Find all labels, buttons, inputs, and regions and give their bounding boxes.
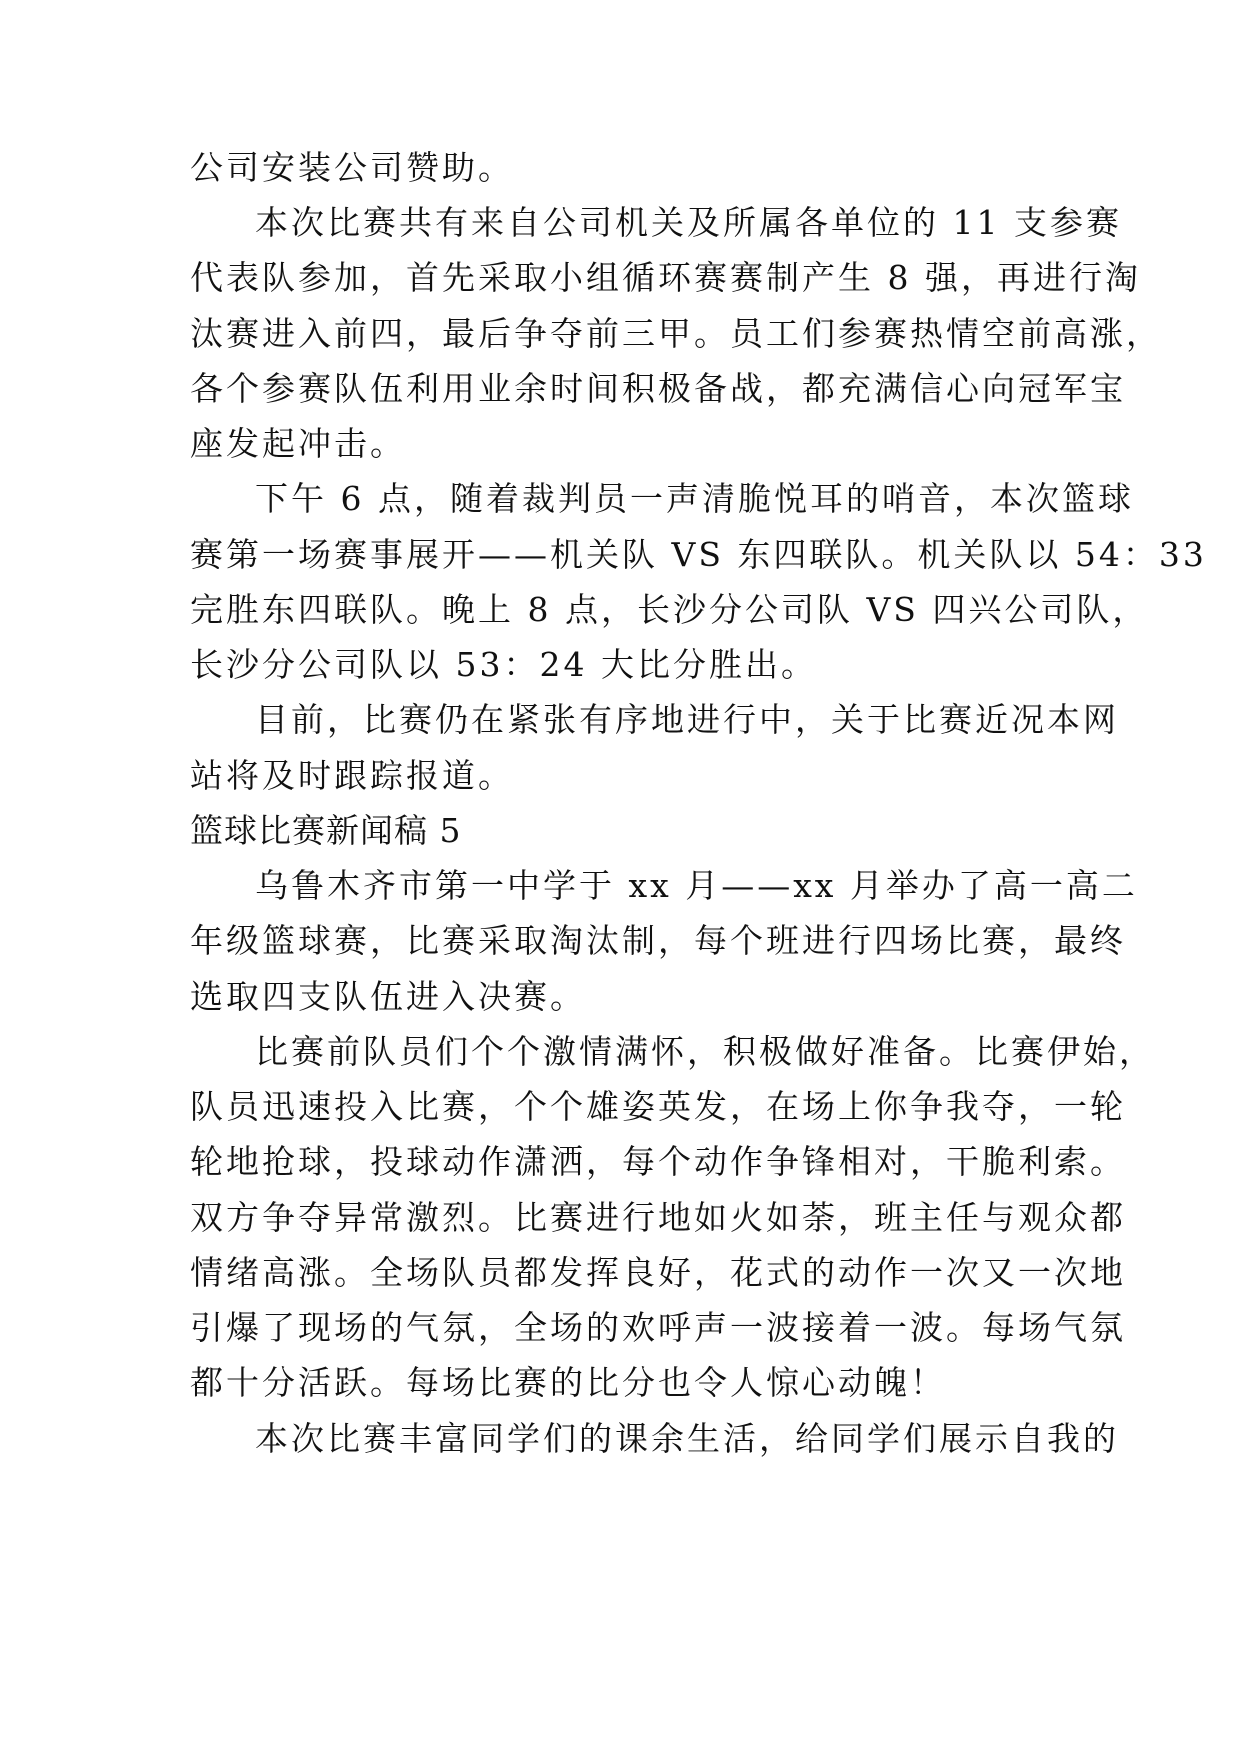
text-line: 下午 6 点，随着裁判员一声清脆悦耳的哨音，本次篮球 [255, 479, 1134, 518]
text-line: 比赛前队员们个个激情满怀，积极做好准备。比赛伊始， [255, 1032, 1155, 1071]
text-line: 目前，比赛仍在紧张有序地进行中，关于比赛近况本网 [255, 700, 1119, 739]
text-line: 本次比赛共有来自公司机关及所属各单位的 11 支参赛 [255, 203, 1122, 242]
text-line: 轮地抢球，投球动作潇洒，每个动作争锋相对，干脆利索。 [190, 1142, 1126, 1181]
text-line: 完胜东四联队。晚上 8 点，长沙分公司队 VS 四兴公司队， [190, 590, 1149, 629]
text-line: 年级篮球赛，比赛采取淘汰制，每个班进行四场比赛，最终 [190, 921, 1126, 960]
text-line: 情绪高涨。全场队员都发挥良好，花式的动作一次又一次地 [190, 1253, 1126, 1292]
text-line: 赛第一场赛事展开——机关队 VS 东四联队。机关队以 54：33 [190, 535, 1207, 574]
text-line: 站将及时跟踪报道。 [190, 756, 514, 795]
text-line: 引爆了现场的气氛，全场的欢呼声一波接着一波。每场气氛 [190, 1308, 1126, 1347]
text-line: 汰赛进入前四，最后争夺前三甲。员工们参赛热情空前高涨， [190, 314, 1162, 353]
text-line: 选取四支队伍进入决赛。 [190, 977, 586, 1016]
text-line: 座发起冲击。 [190, 424, 406, 463]
text-line: 乌鲁木齐市第一中学于 xx 月——xx 月举办了高一高二 [255, 866, 1138, 905]
text-line: 公司安装公司赞助。 [190, 148, 514, 187]
text-line: 双方争夺异常激烈。比赛进行地如火如荼，班主任与观众都 [190, 1198, 1126, 1237]
text-line: 都十分活跃。每场比赛的比分也令人惊心动魄！ [190, 1363, 946, 1402]
text-line: 代表队参加，首先采取小组循环赛赛制产生 8 强，再进行淘 [190, 258, 1141, 297]
section-heading: 篮球比赛新闻稿 5 [190, 811, 462, 850]
text-line: 长沙分公司队以 53：24 大比分胜出。 [190, 645, 817, 684]
text-line: 队员迅速投入比赛，个个雄姿英发，在场上你争我夺，一轮 [190, 1087, 1126, 1126]
text-line: 本次比赛丰富同学们的课余生活，给同学们展示自我的 [255, 1419, 1119, 1458]
text-line: 各个参赛队伍利用业余时间积极备战，都充满信心向冠军宝 [190, 369, 1126, 408]
